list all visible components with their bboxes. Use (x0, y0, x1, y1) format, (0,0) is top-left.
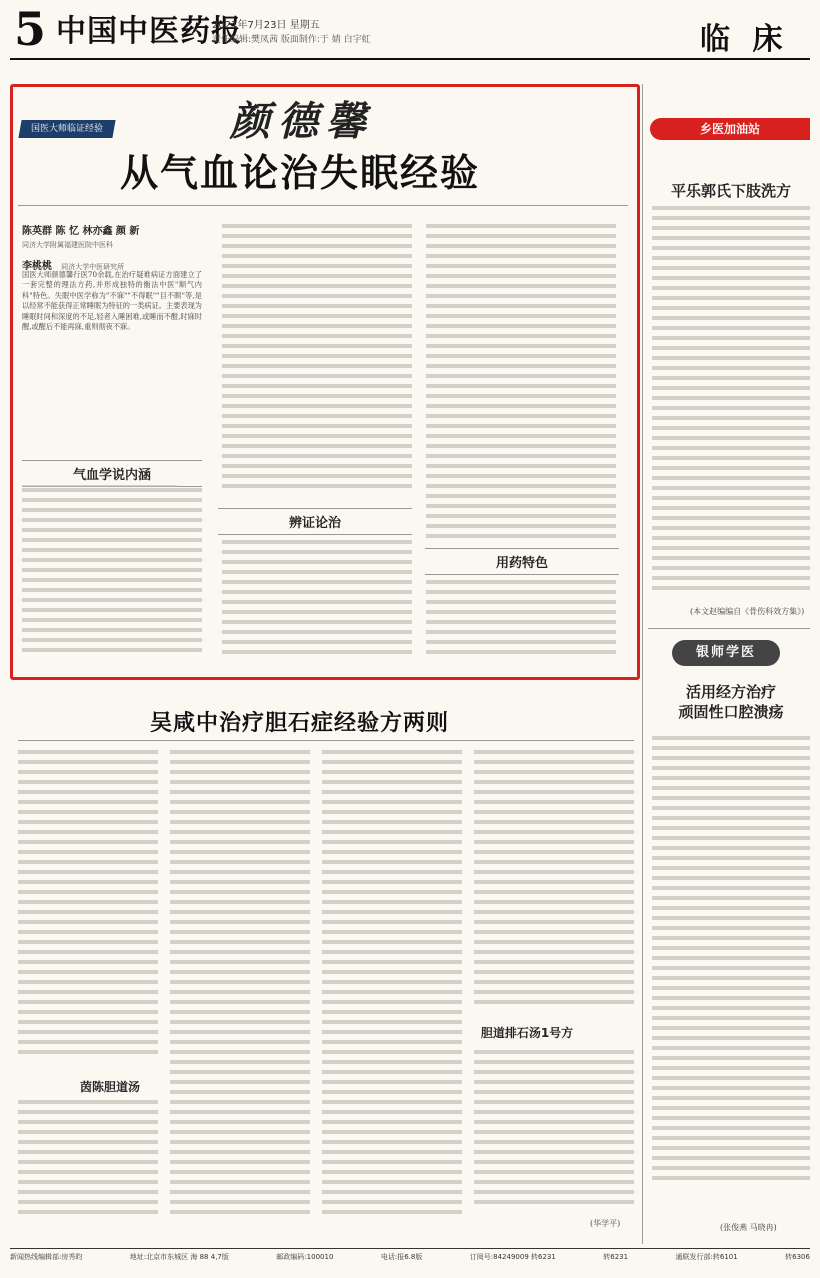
intro-text: 国医大师颜德馨行医70余载,在治疗疑难病证方面建立了一套完整的理法方药,并形成独特的衡法中医"顺气内科"特色。失眠中医学称为"不寐""不得眠""目不瞑"等,是以经常不能获得正常睡眠为特征的一类病证。主要表现为睡眠时间和深度的不足,轻者入睡困难,或睡而不酣,时寐时醒,或醒后不能再寐,重则彻夜不寐。 (22, 270, 202, 332)
sidebar-credit: (本文赵编编自《骨伤科效方集》) (690, 607, 805, 616)
affiliation-1: 同济大学附属福建医院中医科 (22, 241, 113, 249)
authors: 陈英群 陈 忆 林亦鑫 颜 新 (22, 226, 140, 237)
footer-item: 地址:北京市东城区 海 88 4,7版 (129, 1253, 229, 1261)
sidebar-tag-2 (672, 640, 780, 666)
sidebar-title-2 (652, 682, 810, 722)
issue-date: 2021年7月23日 星期五 (212, 20, 320, 31)
bottom-signature: (华学平) (590, 1219, 621, 1228)
page-number: 5 (14, 2, 47, 56)
sidebar-body-text-2 (652, 736, 810, 1206)
affiliation-2: 同济大学中医研究所 (61, 263, 125, 271)
bottom-headline: 吴咸中治疗胆石症经验方两则 (150, 710, 450, 736)
sidebar-title-2-line-1: 活用经方治疗 (685, 683, 776, 701)
sidebar-tag-2-label: 银师学医 (695, 645, 756, 660)
masthead (0, 0, 820, 64)
author-2: 李桃桃 (22, 261, 52, 272)
section-title: 临 床 (700, 22, 789, 57)
footer-item: 通联发行部:转6101 (675, 1253, 738, 1261)
sidebar-title: 平乐郭氏下肢洗方 (670, 182, 791, 200)
bottom-body-text (18, 750, 634, 1240)
sidebar-tag (650, 118, 810, 140)
bottom-sub-heading-2: 胆道排石汤1号方 (480, 1026, 574, 1040)
section-heading: 用药特色 (425, 548, 619, 575)
section-heading: 辨证论治 (218, 508, 412, 535)
footer (10, 1252, 810, 1272)
section-heading: 气血学说内涵 (22, 460, 202, 487)
sidebar-tag-label: 乡医加油站 (699, 122, 760, 136)
sidebar-body-text (652, 206, 810, 606)
footer-item: 转6231 (603, 1253, 629, 1261)
column-tag-label: 国医大师临证经验 (30, 124, 103, 134)
feature-body-text (18, 210, 628, 670)
footer-item: 邮政编码:100010 (276, 1253, 334, 1261)
footer-item: 订阅号:84249009 转6231 (469, 1253, 556, 1261)
footer-item: 转6306 (785, 1253, 810, 1261)
sidebar-title-2-line-2: 顽固性口腔溃疡 (678, 703, 784, 721)
footer-item: 新闻热线编辑部:房秀昀 (10, 1253, 83, 1261)
editors-credit: 责任编辑:樊凤茜 版面制作:于 婧 白宇虹 (212, 35, 371, 45)
footer-item: 电话:报6.8版 (380, 1253, 423, 1261)
person-name: 颜德馨 (230, 98, 374, 145)
paper-name: 中国中医药报 (56, 14, 242, 49)
bottom-sub-heading-1: 茵陈胆道汤 (79, 1080, 140, 1094)
headline: 从气血论治失眠经验 (120, 150, 481, 195)
column-tag (18, 120, 115, 138)
sidebar-signature: (张俊燕 马晓冉) (720, 1223, 777, 1232)
